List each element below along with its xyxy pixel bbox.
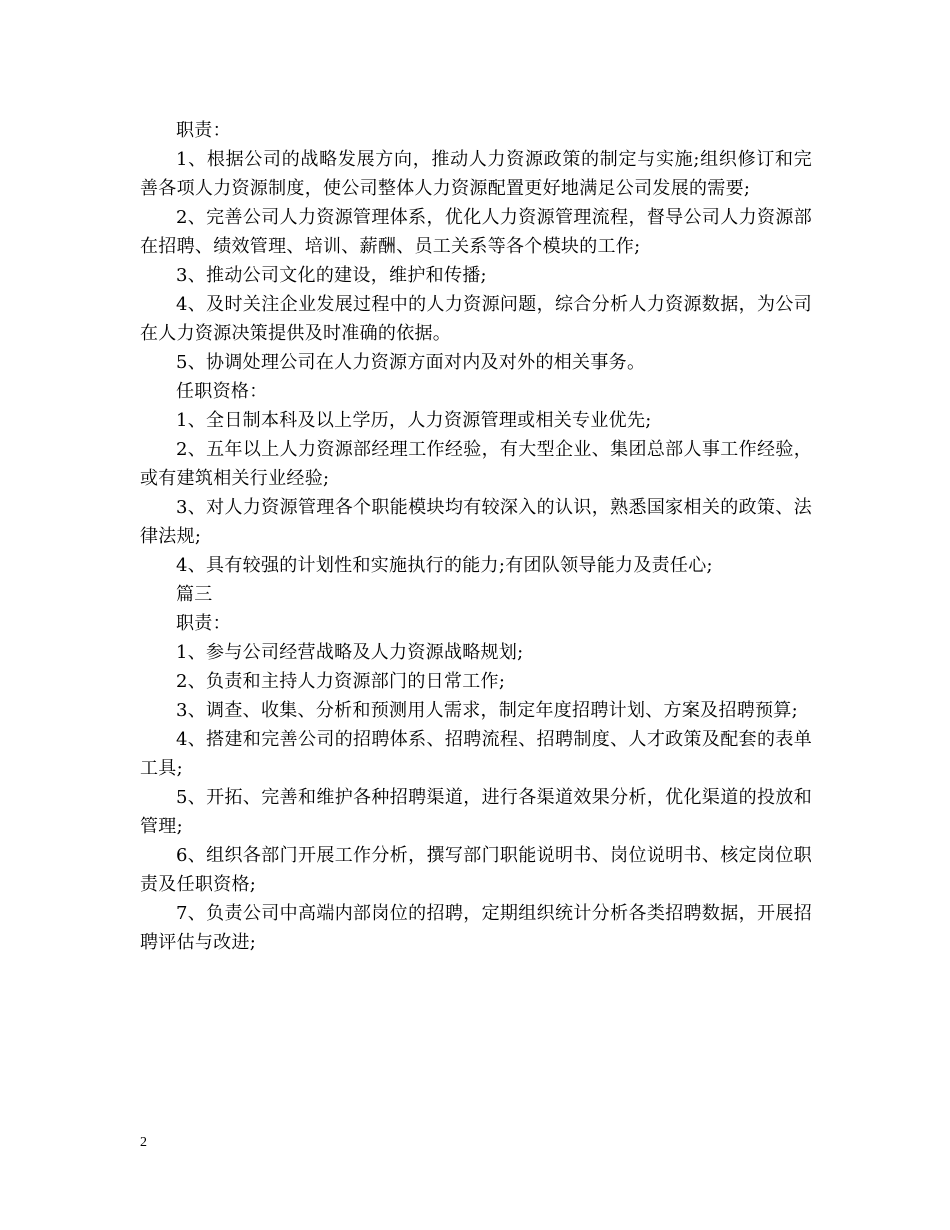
section-heading: 职责： <box>176 613 231 634</box>
paragraph: 3、推动公司文化的建设，维护和传播; <box>176 265 487 286</box>
paragraph: 1、参与公司经营战略及人力资源战略规划; <box>176 642 524 663</box>
paragraph: 7、负责公司中高端内部岗位的招聘，定期组织统计分析各类招聘数据，开展招聘评估与改进; <box>140 903 812 953</box>
paragraph: 5、协调处理公司在人力资源方面对内及对外的相关事务。 <box>176 352 646 373</box>
paragraph: 4、搭建和完善公司的招聘体系、招聘流程、招聘制度、人才政策及配套的表单工具; <box>140 729 812 779</box>
paragraph: 2、五年以上人力资源部经理工作经验，有大型企业、集团总部人事工作经验，或有建筑相关行业经验; <box>140 439 812 489</box>
paragraph: 2、负责和主持人力资源部门的日常工作; <box>176 671 506 692</box>
section-heading: 篇三 <box>176 584 213 605</box>
paragraph: 3、对人力资源管理各个职能模块均有较深入的认识，熟悉国家相关的政策、法律法规; <box>140 497 812 547</box>
paragraph: 5、开拓、完善和维护各种招聘渠道，进行各渠道效果分析，优化渠道的投放和管理; <box>140 787 812 837</box>
paragraph: 6、组织各部门开展工作分析，撰写部门职能说明书、岗位说明书、核定岗位职责及任职资格; <box>140 845 812 895</box>
paragraph: 1、根据公司的战略发展方向，推动人力资源政策的制定与实施;组织修订和完善各项人力资源制度，使公司整体人力资源配置更好地满足公司发展的需要; <box>140 149 812 199</box>
paragraph: 4、具有较强的计划性和实施执行的能力;有团队领导能力及责任心; <box>176 555 713 576</box>
paragraph: 4、及时关注企业发展过程中的人力资源问题，综合分析人力资源数据，为公司在人力资源决策提供及时准确的依据。 <box>140 294 812 344</box>
paragraph: 2、完善公司人力资源管理体系，优化人力资源管理流程，督导公司人力资源部在招聘、绩效管理、培训、薪酬、员工关系等各个模块的工作; <box>140 207 812 257</box>
section-heading: 任职资格： <box>176 381 268 402</box>
paragraph: 3、调查、收集、分析和预测用人需求，制定年度招聘计划、方案及招聘预算; <box>176 700 799 721</box>
paragraph: 1、全日制本科及以上学历，人力资源管理或相关专业优先; <box>176 410 652 431</box>
document-body <box>140 116 812 957</box>
page-number: 2 <box>140 1135 147 1150</box>
paragraph: 职责： <box>176 120 231 141</box>
